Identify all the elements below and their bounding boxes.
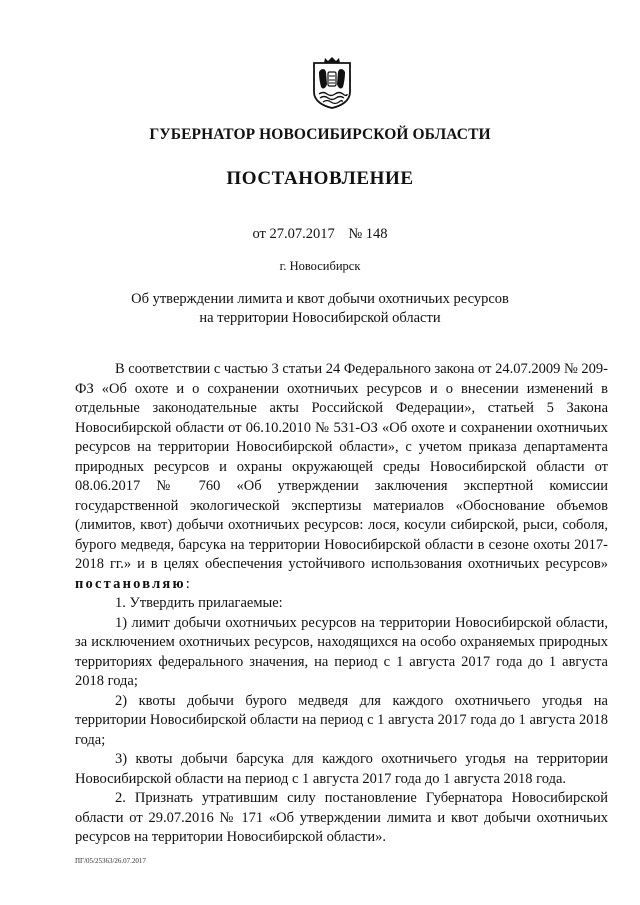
resolve-suffix: : — [185, 575, 190, 592]
subject-line-2: на территории Новосибирской области — [199, 310, 441, 326]
item-1-3: 3) квоты добычи барсука для каждого охотничьего угодья на территории Новосибирской области на период с 1 августа 2017 года до 1 августа 2018 года. — [75, 751, 608, 787]
document-type: ПОСТАНОВЛЕНИЕ — [226, 168, 414, 189]
document-number: № 148 — [348, 226, 388, 242]
item-1-2: 2) квоты добычи бурого медведя для каждого охотничьего угодья на территории Новосибирской области на период с 1 августа 2017 года до 1 августа 2018 года; — [75, 692, 608, 748]
document-city: г. Новосибирск — [279, 259, 361, 273]
document-date: от 27.07.2017 — [252, 226, 335, 242]
subject-line-1: Об утверждении лимита и квот добычи охотничьих ресурсов — [131, 291, 509, 307]
item-1-1: 1) лимит добычи охотничьих ресурсов на территории Новосибирской области, за исключением охотничьих ресурсов, находящихся на особо охраняемых природных территориях федерального значения, на период с 1 августа 2017 года до 1 августа 2018 года; — [75, 614, 608, 689]
coat-of-arms-icon — [311, 56, 353, 109]
document-code: ПГ/05/25363/26.07.2017 — [75, 857, 146, 865]
resolve-word: постановляю — [75, 575, 186, 592]
date-number-line — [0, 226, 640, 243]
issuing-authority: ГУБЕРНАТОР НОВОСИБИРСКОЙ ОБЛАСТИ — [149, 126, 491, 143]
preamble-text: В соответствии с частью 3 статьи 24 Федерального закона от 24.07.2009 № 209-ФЗ «Об охоте и о сохранении охотничьих ресурсов и о внесении изменений в отдельные законодательные акты Российской Федерации», статьей 5 Закона Новосибирской области от 06.10.2010 № 531-ОЗ «Об охоте и сохранении охотничьих ресурсов на территории Новосибирской области», с учетом приказа департамента природных ресурсов и охраны окружающей среды Новосибирской области от 08.06.2017 № 760 «Об утверждении заключения экспертной комиссии государственной экологической экспертизы материалов «Обоснование объемов (лимитов, квот) добычи охотничьих ресурсов: лося, косули сибирской, рыси, соболя, бурого медведя, барсука на территории Новосибирской области в сезоне охоты 2017-2018 гг.» и в целях обеспечения устойчивого использования охотничьих ресурсов» — [75, 361, 608, 572]
preamble-paragraph — [75, 360, 608, 594]
document-body — [75, 360, 608, 848]
item-1: 1. Утвердить прилагаемые: — [115, 595, 283, 611]
document-subject — [0, 290, 640, 328]
item-2: 2. Признать утратившим силу постановление Губернатора Новосибирской области от 29.07.2016 № 171 «Об утверждении лимита и квот добычи охотничьих ресурсов на территории Новосибирской области». — [75, 790, 608, 845]
